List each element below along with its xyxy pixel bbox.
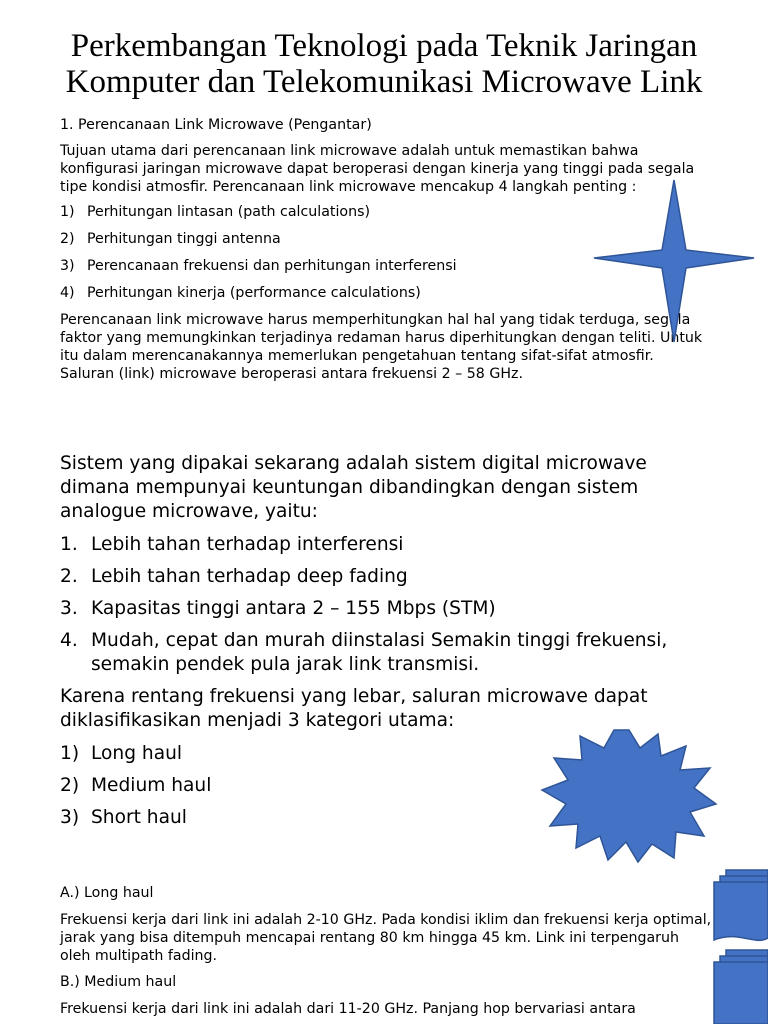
- list-item-number: 3.: [60, 598, 78, 619]
- section-planning-intro: Tujuan utama dari perencanaan link microwave adalah untuk memastikan bahwa konfigurasi jaringan microwave dapat beroperasi dengan kinerja yang tinggi pada segala tipe kondisi atmosfir. Perencanaan link microwave mencakup 4 langkah penting :: [60, 143, 695, 195]
- medium-haul-heading: B.) Medium haul: [60, 974, 177, 990]
- digital-microwave-intro: Sistem yang dipakai sekarang adalah sistem digital microwave dimana mempunyai keuntungan dibandingkan dengan sistem analogue microwave, yaitu:: [60, 453, 647, 522]
- list-item-text: Short haul: [91, 807, 187, 828]
- multi-document-icon: [710, 866, 768, 1024]
- list-item-text: Perencanaan frekuensi dan perhitungan interferensi: [87, 258, 457, 274]
- list-item-text: Long haul: [91, 743, 183, 764]
- title-line-1: Perkembangan Teknologi pada Teknik Jaringan: [70, 28, 698, 64]
- advantages-list: [60, 533, 720, 677]
- list-item-text: Perhitungan tinggi antenna: [87, 231, 281, 247]
- list-item-number: 1): [60, 743, 80, 764]
- section-planning-closing: Perencanaan link microwave harus memperhitungkan hal hal yang tidak terduga, segala faktor yang memungkinkan terjadinya redaman harus diperhitungkan dengan teliti. Untuk itu dalam merencanakannya memerlukan pengetahuan tentang sifat-sifat atmosfir. Saluran (link) microwave beroperasi antara frekuensi 2 – 58 GHz.: [60, 312, 703, 382]
- list-item-number: 2.: [60, 566, 78, 587]
- list-item-number: 4.: [60, 630, 78, 651]
- medium-haul-text: Frekuensi kerja dari link ini adalah dari 11-20 GHz. Panjang hop bervariasi antara: [60, 1001, 636, 1017]
- title-line-2: Komputer dan Telekomunikasi Microwave Link: [65, 64, 703, 100]
- list-item: [60, 565, 720, 589]
- categories-intro: Karena rentang frekuensi yang lebar, saluran microwave dapat diklasifikasikan menjadi 3 kategori utama:: [60, 686, 648, 731]
- list-item-text: Kapasitas tinggi antara 2 – 155 Mbps (STM): [91, 598, 496, 619]
- list-item-text: Lebih tahan terhadap interferensi: [91, 534, 404, 555]
- list-item-number: 2): [60, 231, 75, 247]
- page-title: [0, 28, 768, 100]
- list-item: [60, 597, 720, 621]
- list-item-text: Perhitungan lintasan (path calculations): [87, 204, 371, 220]
- list-item: [60, 533, 720, 557]
- list-item: [60, 629, 720, 677]
- section-haul-details: [60, 884, 712, 1026]
- long-haul-heading: A.) Long haul: [60, 885, 154, 901]
- list-item-text: Perhitungan kinerja (performance calculations): [87, 285, 421, 301]
- list-item-number: 3): [60, 807, 80, 828]
- list-item-number: 2): [60, 775, 80, 796]
- explosion-burst-icon: [540, 728, 718, 864]
- list-item-number: 4): [60, 285, 75, 301]
- list-item-text: Mudah, cepat dan murah diinstalasi Semakin tinggi frekuensi, semakin pendek pula jarak link transmisi.: [91, 630, 668, 675]
- list-item-text: Lebih tahan terhadap deep fading: [91, 566, 408, 587]
- list-item-number: 1): [60, 204, 75, 220]
- list-item-number: 1.: [60, 534, 78, 555]
- section-planning-heading: 1. Perencanaan Link Microwave (Pengantar): [60, 117, 372, 133]
- long-haul-text: Frekuensi kerja dari link ini adalah 2-10 GHz. Pada kondisi iklim dan frekuensi kerja optimal, jarak yang bisa ditempuh mencapai rentang 80 km hingga 45 km. Link ini terpengaruh oleh multipath fading.: [60, 912, 712, 964]
- four-point-star-icon: [590, 178, 758, 346]
- list-item-text: Medium haul: [91, 775, 212, 796]
- list-item-number: 3): [60, 258, 75, 274]
